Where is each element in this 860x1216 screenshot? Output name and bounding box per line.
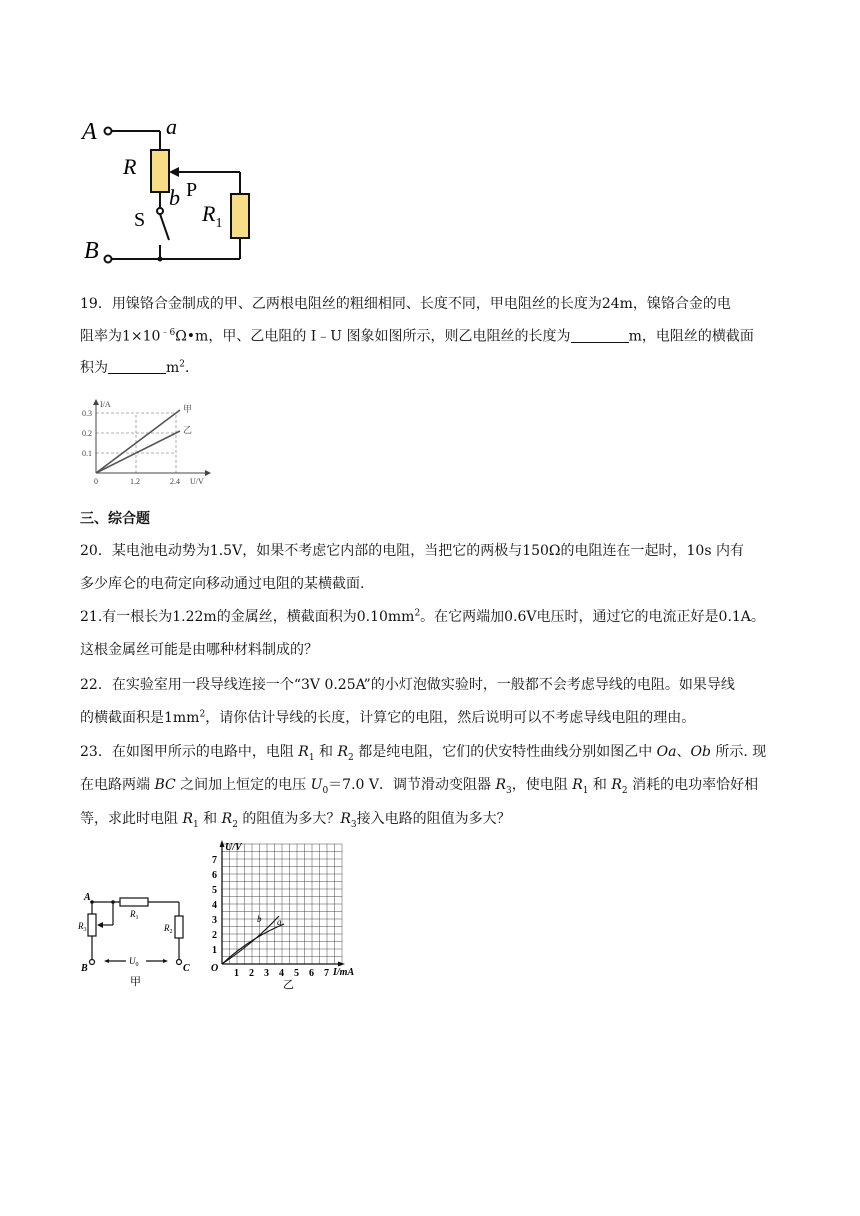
- fig23a-label-r3: $R_3$: [78, 921, 87, 933]
- fig23a-label-b: B: [81, 963, 88, 974]
- figure-19-iu-graph: [80, 398, 220, 490]
- figure-18-circuit: [78, 112, 268, 272]
- fig23b-curve-a-label: a: [277, 917, 282, 927]
- fig19-series-line: [96, 410, 180, 473]
- label-a-terminal: A: [82, 119, 97, 145]
- label-s: S: [134, 209, 146, 231]
- fig23a-label-r2: $R_2$: [164, 923, 173, 935]
- fig23b-y-label: U/V: [225, 842, 242, 853]
- fig23b-origin: O: [211, 963, 219, 974]
- fig23b-y-tick: 6: [212, 870, 217, 881]
- label-p: P: [186, 179, 198, 201]
- label-b-point: b: [169, 185, 180, 210]
- label-b-terminal: B: [84, 238, 99, 264]
- label-a-point: a: [166, 114, 177, 139]
- q19-line-2: 阻率为$1\times 10^{﹣6}\Omega•m$，甲、乙电阻的 I﹣U 图象如图所示，则乙电阻丝的长度为 m，电阻丝的横截面: [80, 328, 754, 345]
- fig23b-x-tick: 4: [279, 968, 284, 979]
- fig19-x-label: U/V: [190, 477, 204, 486]
- fig23b-x-tick: 7: [324, 968, 329, 979]
- fig23b-y-tick: 3: [212, 915, 217, 926]
- fig23b-x-tick: 1: [234, 968, 239, 979]
- fig19-y-tick: 0.3: [82, 409, 92, 418]
- q20-line-1: 20．某电池电动势为1.5V，如果不考虑它内部的电阻，当把它的两极与150Ω的电阻连在一起时，10s 内有: [80, 543, 744, 559]
- fig23a-label-r1: $R_1$: [130, 909, 139, 921]
- fig23a-label-u0: $U_0$: [129, 956, 139, 968]
- q20-line-2: 多少库仑的电荷定向移动通过电阻的某横截面.: [80, 576, 365, 592]
- answer-blank-length[interactable]: [571, 328, 629, 343]
- fig23b-y-tick: 1: [212, 945, 217, 956]
- fig19-x-tick: 0: [94, 477, 98, 486]
- q21-line-2: 这根金属丝可能是由哪种材料制成的？: [80, 642, 318, 658]
- q23-line-1: 23．在如图甲所示的电路中，电阻 $R_1$ 和 $R_2$ 都是纯电阻，它们的伏安特性曲线分别如图乙中 Oa、Ob 所示. 现: [80, 744, 767, 763]
- q22-line-1: 22．在实验室用一段导线连接一个“3V 0.25A”的小灯泡做实验时，一般都不会考虑导线的电阻。如果导线: [80, 677, 735, 693]
- fig23b-x-tick: 2: [249, 968, 254, 979]
- fig23b-x-label: I/mA: [333, 967, 355, 978]
- figure-23a-circuit: [78, 888, 203, 993]
- fig19-series-label: 甲: [183, 404, 193, 414]
- fig23b-y-tick: 5: [212, 885, 217, 896]
- q19-line-1: 19．用镍铬合金制成的甲、乙两根电阻丝的粗细相同、长度不同，甲电阻丝的长度为24m，镍铬合金的电: [80, 296, 731, 312]
- q23-line-3: 等，求此时电阻 $R_1$ 和 $R_2$ 的阻值为多大？$R_3$接入电路的阻值为多大？: [80, 811, 511, 830]
- fig19-x-tick: 1.2: [130, 477, 140, 486]
- fig23b-curve-b-label: b: [257, 914, 262, 924]
- fig23a-label-a: A: [84, 892, 91, 903]
- resistor-r1: [231, 194, 249, 238]
- fig19-y-tick: 0.1: [82, 449, 92, 458]
- q22-line-2: 的横截面积是$1mm^2$，请你估计导线的长度，计算它的电阻，然后说明可以不考虑导线电阻的理由。: [80, 709, 696, 726]
- q21-line-1: 21.有一根长为1.22m的金属丝，横截面积为$0.10mm^2$。在它两端加0.6V电压时，通过它的电流正好是0.1A。: [80, 608, 765, 625]
- fig23b-caption: 乙: [283, 979, 294, 991]
- label-r: R: [123, 154, 137, 179]
- fig23b-x-tick: 3: [264, 968, 269, 979]
- label-r1: $R_1$: [202, 201, 223, 231]
- figure-23b-ui-graph: [205, 838, 365, 996]
- fig23b-x-tick: 6: [309, 968, 314, 979]
- fig23b-y-tick: 2: [212, 930, 217, 941]
- fig23a-caption: 甲: [130, 976, 141, 988]
- fig19-x-tick: 2.4: [170, 477, 180, 486]
- fig23a-label-c: C: [183, 963, 190, 974]
- section-heading: 三、综合题: [80, 511, 150, 527]
- fig19-y-label: I/A: [100, 400, 111, 409]
- fig19-series-line: [96, 431, 180, 473]
- fig23b-x-tick: 5: [294, 968, 299, 979]
- q23-line-2: 在电路两端 BC 之间加上恒定的电压 $U_0=7.0$ V．调节滑动变阻器 $R_3$，使电阻 $R_1$ 和 $R_2$ 消耗的电功率恰好相: [80, 777, 759, 796]
- fig19-series-label: 乙: [183, 425, 193, 435]
- fig19-y-tick: 0.2: [82, 429, 92, 438]
- answer-blank-area[interactable]: [108, 359, 166, 374]
- q19-line-3: 积为 $m^2$．: [80, 359, 200, 376]
- resistor-r: [151, 150, 169, 192]
- fig23b-y-tick: 4: [212, 900, 217, 911]
- fig23b-y-tick: 7: [212, 855, 217, 866]
